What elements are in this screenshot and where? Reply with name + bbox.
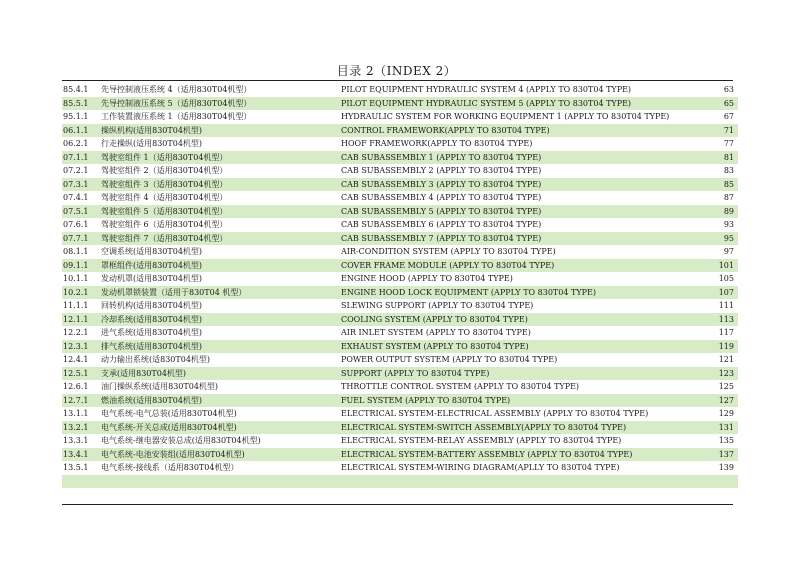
chinese-title — [101, 475, 341, 489]
table-row — [62, 367, 738, 381]
page-number: 123 — [694, 367, 738, 381]
chinese-title: 燃油系统(适用830T04机型) — [101, 394, 341, 408]
section-code: 12.3.1 — [62, 340, 101, 354]
page-number: 113 — [694, 313, 738, 327]
page-number: 83 — [723, 166, 734, 176]
page-number: 71 — [694, 124, 738, 138]
chinese-title: 发动机罩(适用830T04机型) — [101, 274, 203, 284]
table-row — [62, 353, 738, 367]
chinese-title: 支承(适用830T04机型) — [101, 367, 341, 381]
page-number: 111 — [718, 301, 734, 311]
page-number: 95 — [694, 232, 738, 246]
section-code: 13.3.1 — [63, 436, 89, 446]
english-title: CAB SUBASSEMBLY 7 (APPLY TO 830T04 TYPE) — [341, 232, 694, 246]
page-number: 125 — [718, 382, 734, 392]
section-code: 07.4.1 — [63, 193, 89, 203]
page-number — [694, 475, 738, 489]
chinese-title: 空调系统(适用830T04机型) — [101, 247, 203, 257]
section-code: 12.1.1 — [62, 313, 101, 327]
page-title: 目录 2（INDEX 2） — [336, 64, 457, 78]
section-code: 85.5.1 — [62, 97, 101, 111]
section-code: 13.1.1 — [63, 409, 89, 419]
section-code: 09.1.1 — [62, 259, 101, 273]
english-title: CAB SUBASSEMBLY 5 (APPLY TO 830T04 TYPE) — [341, 205, 694, 219]
table-row — [62, 448, 738, 462]
english-title: PILOT EQUIPMENT HYDRAULIC SYSTEM 4 (APPLY TO 830T04 TYPE) — [341, 85, 632, 95]
chinese-title: 罩框组件(适用830T04机型) — [101, 259, 341, 273]
chinese-title: 驾驶室组件 3（适用830T04机型） — [101, 178, 341, 192]
section-code: 12.2.1 — [63, 328, 89, 338]
chinese-title: 电气系统-继电器安装总成(适用830T04机型) — [101, 436, 261, 446]
english-title: ELECTRICAL SYSTEM-RELAY ASSEMBLY (APPLY TO 830T04 TYPE) — [341, 436, 622, 446]
section-code: 12.7.1 — [62, 394, 101, 408]
table-row — [62, 124, 738, 138]
english-title — [341, 475, 694, 489]
section-code: 12.4.1 — [63, 355, 89, 365]
english-title: SUPPORT (APPLY TO 830T04 TYPE) — [341, 367, 694, 381]
table-row — [62, 151, 738, 165]
section-code: 13.4.1 — [62, 448, 101, 462]
english-title: ELECTRICAL SYSTEM-SWITCH ASSEMBLY(APPLY TO 830T04 TYPE) — [341, 421, 694, 435]
page-number: 67 — [723, 112, 734, 122]
table-row — [62, 286, 738, 300]
chinese-title: 驾驶室组件 1（适用830T04机型） — [101, 151, 341, 165]
english-title: AIR-CONDITION SYSTEM (APPLY TO 830T04 TYPE) — [341, 247, 556, 257]
section-code: 95.1.1 — [63, 112, 89, 122]
english-title: CAB SUBASSEMBLY 6 (APPLY TO 830T04 TYPE) — [341, 220, 542, 230]
section-code: 07.6.1 — [63, 220, 89, 230]
section-code: 11.1.1 — [63, 301, 89, 311]
page-number: 85 — [694, 178, 738, 192]
table-row — [62, 475, 738, 489]
section-code: 07.3.1 — [62, 178, 101, 192]
chinese-title: 先导控制液压系统 4（适用830T04机型） — [101, 85, 252, 95]
english-title: ELECTRICAL SYSTEM-WIRING DIAGRAM(APLLY TO 830T04 TYPE) — [341, 463, 620, 473]
english-title: AIR INLET SYSTEM (APPLY TO 830T04 TYPE) — [341, 328, 531, 338]
page-number: 93 — [723, 220, 734, 230]
english-title: CAB SUBASSEMBLY 4 (APPLY TO 830T04 TYPE) — [341, 193, 542, 203]
english-title: COVER FRAME MODULE (APPLY TO 830T04 TYPE) — [341, 259, 694, 273]
chinese-title: 回转机构(适用830T04机型) — [101, 301, 203, 311]
section-code: 07.7.1 — [62, 232, 101, 246]
section-code: 06.1.1 — [62, 124, 101, 138]
chinese-title: 先导控制液压系统 5（适用830T04机型） — [101, 97, 341, 111]
table-row — [62, 83, 738, 97]
table-row — [62, 394, 738, 408]
page-number: 101 — [694, 259, 738, 273]
chinese-title: 行走操纵(适用830T04机型) — [101, 139, 203, 149]
bottom-rule — [62, 504, 733, 505]
chinese-title: 电气系统-开关总成(适用830T04机型) — [101, 421, 341, 435]
table-row — [62, 434, 738, 448]
table-row — [62, 421, 738, 435]
table-row — [62, 97, 738, 111]
page-number: 139 — [718, 463, 734, 473]
page-number: 131 — [694, 421, 738, 435]
table-row — [62, 232, 738, 246]
table-row — [62, 164, 738, 178]
table-row — [62, 461, 738, 475]
chinese-title: 电气系统-电气总装(适用830T04机型) — [101, 409, 237, 419]
section-code: 07.2.1 — [63, 166, 89, 176]
chinese-title: 进气系统(适用830T04机型) — [101, 328, 203, 338]
page-number: 127 — [694, 394, 738, 408]
section-code: 12.5.1 — [62, 367, 101, 381]
english-title: FUEL SYSTEM (APPLY TO 830T04 TYPE) — [341, 394, 694, 408]
table-row — [62, 299, 738, 313]
page-number: 87 — [723, 193, 734, 203]
english-title: EXHAUST SYSTEM (APPLY TO 830T04 TYPE) — [341, 340, 694, 354]
table-row — [62, 218, 738, 232]
chinese-title: 驾驶室组件 6（适用830T04机型） — [101, 220, 228, 230]
english-title: HYDRAULIC SYSTEM FOR WORKING EQUIPMENT 1 (APPLY TO 830T04 TYPE) — [341, 112, 670, 122]
index-table — [62, 83, 738, 488]
section-code — [62, 475, 101, 489]
chinese-title: 操纵机构(适用830T04机型) — [101, 124, 341, 138]
chinese-title: 发动机罩锁装置（适用于830T04 机型） — [101, 286, 341, 300]
table-row — [62, 380, 738, 394]
section-code: 13.2.1 — [62, 421, 101, 435]
page-number: 97 — [723, 247, 734, 257]
english-title: CAB SUBASSEMBLY 3 (APPLY TO 830T04 TYPE) — [341, 178, 694, 192]
page-number: 135 — [718, 436, 734, 446]
chinese-title: 动力输出系统(适830T04机型) — [101, 355, 211, 365]
english-title: HOOF FRAMEWORK(APPLY TO 830T04 TYPE) — [341, 139, 533, 149]
chinese-title: 驾驶室组件 2（适用830T04机型） — [101, 166, 228, 176]
page-number: 117 — [718, 328, 734, 338]
english-title: ELECTRICAL SYSTEM-ELECTRICAL ASSEMBLY (APPLY TO 830T04 TYPE) — [341, 409, 649, 419]
table-row — [62, 178, 738, 192]
table-row — [62, 205, 738, 219]
chinese-title: 电气系统-接线系（适用830T04机型） — [101, 463, 239, 473]
page-number: 129 — [718, 409, 734, 419]
english-title: ELECTRICAL SYSTEM-BATTERY ASSEMBLY (APPLY TO 830T04 TYPE) — [341, 448, 694, 462]
section-code: 10.2.1 — [62, 286, 101, 300]
section-code: 85.4.1 — [63, 85, 89, 95]
english-title: THROTTLE CONTROL SYSTEM (APPLY TO 830T04 TYPE) — [341, 382, 580, 392]
page-number: 81 — [694, 151, 738, 165]
table-row — [62, 259, 738, 273]
page-number: 137 — [694, 448, 738, 462]
section-code: 07.5.1 — [62, 205, 101, 219]
section-code: 08.1.1 — [63, 247, 89, 257]
chinese-title: 工作装置液压系统 1（适用830T04机型） — [101, 112, 252, 122]
table-row — [62, 313, 738, 327]
chinese-title: 驾驶室组件 7（适用830T04机型） — [101, 232, 341, 246]
chinese-title: 油门操纵系统(适用830T04机型) — [101, 382, 219, 392]
english-title: PILOT EQUIPMENT HYDRAULIC SYSTEM 5 (APPLY TO 830T04 TYPE) — [341, 97, 694, 111]
table-row — [62, 245, 738, 259]
english-title: COOLING SYSTEM (APPLY TO 830T04 TYPE) — [341, 313, 694, 327]
page-number: 107 — [694, 286, 738, 300]
page-number: 63 — [723, 85, 734, 95]
chinese-title: 驾驶室组件 4（适用830T04机型） — [101, 193, 228, 203]
english-title: ENGINE HOOD (APPLY TO 830T04 TYPE) — [341, 274, 513, 284]
table-row — [62, 110, 738, 124]
page-number: 121 — [718, 355, 734, 365]
index-table-body — [62, 83, 738, 488]
section-code: 07.1.1 — [62, 151, 101, 165]
page-number: 65 — [694, 97, 738, 111]
english-title: CONTROL FRAMEWORK(APPLY TO 830T04 TYPE) — [341, 124, 694, 138]
chinese-title: 电气系统-电池安装组(适用830T04机型) — [101, 448, 341, 462]
page-number: 77 — [723, 139, 734, 149]
english-title: CAB SUBASSEMBLY 1 (APPLY TO 830T04 TYPE) — [341, 151, 694, 165]
english-title: SLEWING SUPPORT (APPLY TO 830T04 TYPE) — [341, 301, 534, 311]
table-row — [62, 407, 738, 421]
section-code: 12.6.1 — [63, 382, 89, 392]
table-row — [62, 326, 738, 340]
page-number: 119 — [694, 340, 738, 354]
table-row — [62, 272, 738, 286]
table-row — [62, 191, 738, 205]
table-row — [62, 340, 738, 354]
chinese-title: 驾驶室组件 5（适用830T04机型） — [101, 205, 341, 219]
section-code: 10.1.1 — [63, 274, 89, 284]
english-title: ENGINE HOOD LOCK EQUIPMENT (APPLY TO 830T04 TYPE) — [341, 286, 694, 300]
page-number: 89 — [694, 205, 738, 219]
page-number: 105 — [718, 274, 734, 284]
top-rule — [62, 80, 733, 81]
section-code: 13.5.1 — [63, 463, 89, 473]
chinese-title: 冷却系统(适用830T04机型) — [101, 313, 341, 327]
table-row — [62, 137, 738, 151]
english-title: POWER OUTPUT SYSTEM (APPLY TO 830T04 TYPE) — [341, 355, 558, 365]
english-title: CAB SUBASSEMBLY 2 (APPLY TO 830T04 TYPE) — [341, 166, 542, 176]
section-code: 06.2.1 — [63, 139, 89, 149]
chinese-title: 排气系统(适用830T04机型) — [101, 340, 341, 354]
